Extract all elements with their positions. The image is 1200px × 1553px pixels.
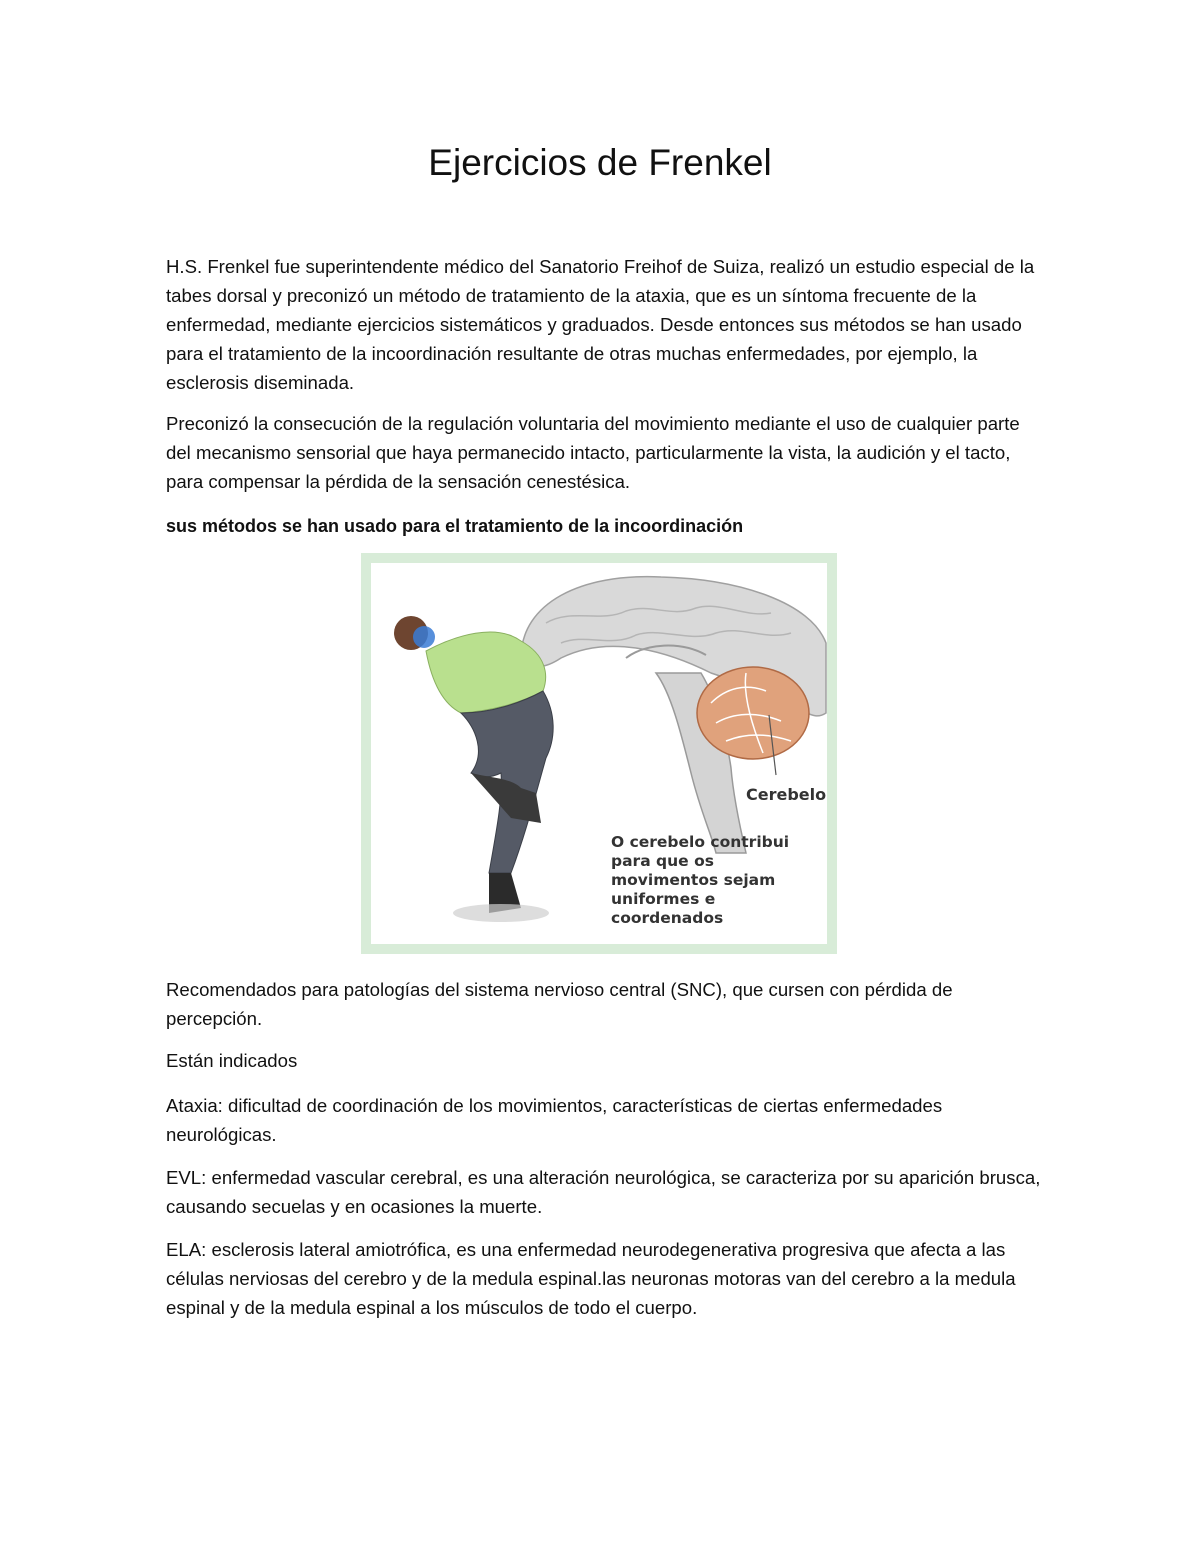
intro-paragraph: H.S. Frenkel fue superintendente médico del Sanatorio Freihof de Suiza, realizó un estudio especial de la tabes dorsal y preconizó un método de tratamiento de la ataxia, que es un síntoma frecuente de la enfermedad, mediante ejercicios sistemáticos y graduados. Desde entonces sus métodos se han usado para el tratamiento de la incoordinación resultante de otras muchas enfermedades, por ejemplo, la esclerosis diseminada.: [166, 256, 1035, 393]
figure-caption-line: movimentos sejam: [611, 871, 776, 889]
ela-paragraph: ELA: esclerosis lateral amiotrófica, es una enfermedad neurodegenerativa progresiva que afecta a las células nerviosas del cerebro y de la medula espinal.las neuronas motoras van del cerebro a la medula espinal y de la medula espinal a los músculos de todo el cuerpo.: [166, 1239, 1016, 1318]
figure-caption-line: coordenados: [611, 909, 724, 927]
preconizo-paragraph: Preconizó la consecución de la regulación voluntaria del movimiento mediante el uso de cualquier parte del mecanismo sensorial que haya permanecido intacto, particularmente la vista, la audición y el tacto, para compensar la pérdida de la sensación cenestésica.: [166, 413, 1020, 492]
cerebellum-figure: [361, 553, 837, 954]
subheading: sus métodos se han usado para el tratamiento de la incoordinación: [166, 516, 744, 536]
cerebelo-label: Cerebelo: [746, 785, 827, 804]
figure-caption-line: uniformes e: [611, 890, 716, 908]
page-title: Ejercicios de Frenkel: [428, 142, 772, 183]
figure-caption-line: para que os: [611, 852, 714, 870]
figure-caption-line: O cerebelo contribui: [611, 833, 790, 851]
ataxia-paragraph: Ataxia: dificultad de coordinación de los movimientos, características de ciertas enfermedades neurológicas.: [166, 1095, 943, 1145]
indicados-paragraph: Están indicados: [166, 1050, 298, 1071]
evl-paragraph: EVL: enfermedad vascular cerebral, es una alteración neurológica, se caracteriza por su aparición brusca, causando secuelas y en ocasiones la muerte.: [166, 1167, 1041, 1217]
recomendados-paragraph: Recomendados para patologías del sistema nervioso central (SNC), que cursen con pérdida de percepción.: [166, 979, 953, 1029]
